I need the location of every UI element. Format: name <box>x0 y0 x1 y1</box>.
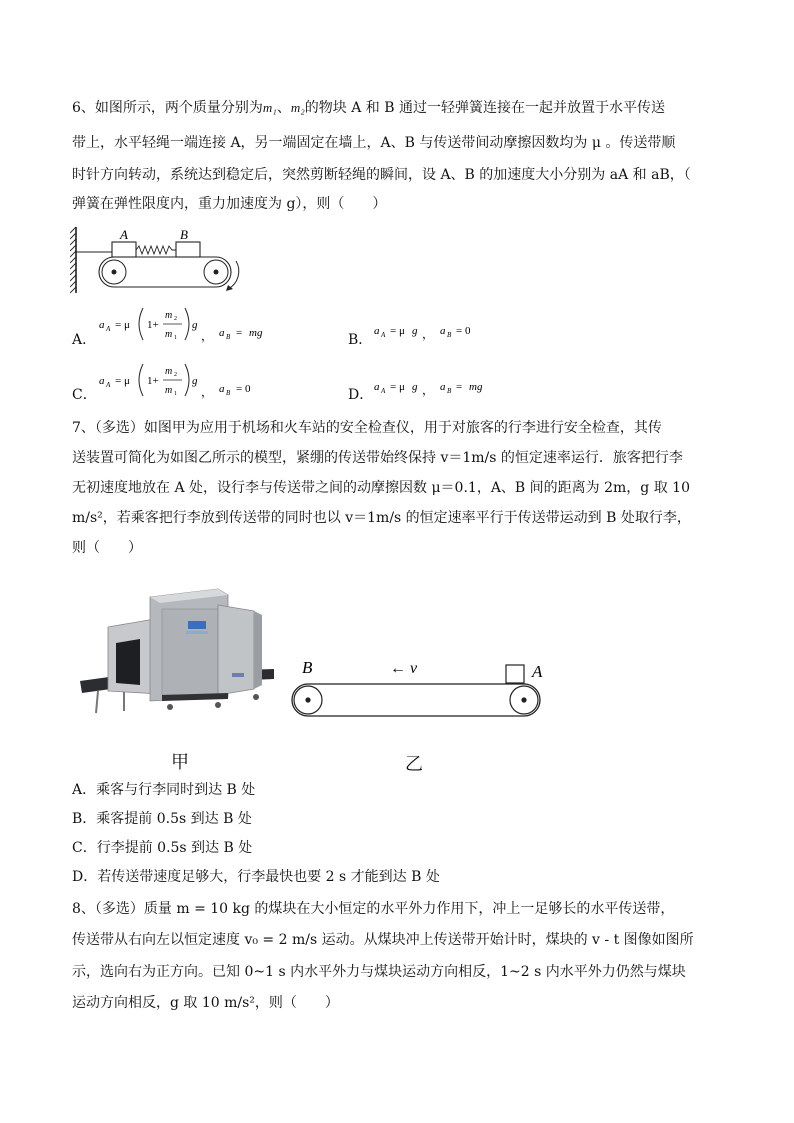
q6-line-3: 时针方向转动，系统达到稳定后，突然剪断轻绳的瞬间，设 A、B 的加速度大小分别为 aA 和 aB，（ <box>72 167 691 183</box>
q7-belt-figure <box>288 655 550 725</box>
svg-text:a: a <box>219 327 225 339</box>
q6-option-d-formula <box>372 374 502 398</box>
security-scanner-image <box>78 585 278 720</box>
svg-text:1+: 1+ <box>147 375 159 387</box>
svg-text:g: g <box>412 325 418 337</box>
svg-text:m: m <box>165 385 173 396</box>
q7-option-d: D．若传送带速度足够大，行李最快也要 2 s 才能到达 B 处 <box>72 869 440 885</box>
q6-option-a-formula <box>95 300 285 348</box>
svg-text:mg: mg <box>249 327 263 339</box>
svg-text:，: ， <box>422 327 435 341</box>
q8-line-2: 传送带从右向左以恒定速度 v₀ = 2 m/s 运动。从煤块冲上传送带开始计时，煤块的 v - t 图像如图所 <box>72 932 694 948</box>
q6-line-4: 弹簧在弹性限度内，重力加速度为 g），则（ ） <box>72 196 387 212</box>
svg-text:B: B <box>226 333 231 341</box>
label-a: A <box>120 227 128 242</box>
belt-label-b: B <box>302 658 313 677</box>
caption-jia: 甲 <box>171 752 189 773</box>
svg-text:a: a <box>219 383 225 395</box>
svg-text:A: A <box>381 331 386 339</box>
q8-line-1: 8、（多选）质量 m = 10 kg 的煤块在大小恒定的水平外力作用下，冲上一足够长的水平传送带， <box>72 901 675 917</box>
svg-text:= 0: = 0 <box>456 325 471 337</box>
svg-text:m: m <box>165 310 173 321</box>
svg-text:a: a <box>374 381 380 393</box>
q7-option-b: B．乘客提前 0.5s 到达 B 处 <box>72 811 252 827</box>
svg-text:a: a <box>374 325 380 337</box>
svg-text:= 0: = 0 <box>236 383 251 395</box>
q7-option-a: A．乘客与行李同时到达 B 处 <box>72 782 256 798</box>
q6-line-2: 带上，水平轻绳一端连接 A，另一端固定在墙上，A、B 与传送带间动摩擦因数均为 μ 。传送带顺 <box>72 135 676 151</box>
svg-text:，: ， <box>422 383 435 397</box>
svg-text:，: ， <box>201 385 214 399</box>
svg-text:1: 1 <box>174 335 177 341</box>
svg-text:a: a <box>99 375 105 387</box>
q7-line-1: 7、（多选）如图甲为应用于机场和火车站的安全检查仪，用于对旅客的行李进行安全检查，其传 <box>72 420 662 436</box>
svg-text:g: g <box>192 319 198 331</box>
q7-option-c: C．行李提前 0.5s 到达 B 处 <box>72 840 253 856</box>
svg-text:B: B <box>447 331 452 339</box>
svg-text:= μ: = μ <box>115 319 130 331</box>
q6-option-b-formula <box>372 318 492 342</box>
svg-text:g: g <box>192 375 198 387</box>
luggage-block <box>506 665 524 683</box>
q6-option-c: C． <box>72 387 97 403</box>
svg-text:g: g <box>412 381 418 393</box>
svg-text:A: A <box>106 325 111 333</box>
svg-text:a: a <box>99 319 105 331</box>
svg-text:a: a <box>440 381 446 393</box>
svg-text:m: m <box>165 329 173 340</box>
q7-line-2: 送装置可简化为如图乙所示的模型，紧绷的传送带始终保持 v＝1m/s 的恒定速率运行．旅客把行李 <box>72 450 683 466</box>
svg-text:= μ: = μ <box>115 375 130 387</box>
svg-text:m: m <box>165 366 173 377</box>
q7-line-4: m/s²，若乘客把行李放到传送带的同时也以 v＝1m/s 的恒定速率平行于传送带运动到 B 处取行李， <box>72 510 691 526</box>
svg-text:a: a <box>440 325 446 337</box>
svg-text:1+: 1+ <box>147 319 159 331</box>
svg-text:，: ， <box>201 329 214 343</box>
q8-line-3: 示，选向右为正方向。已知 0~1 s 内水平外力与煤块运动方向相反，1~2 s 内水平外力仍然与煤块 <box>72 964 686 980</box>
svg-text:A: A <box>106 381 111 389</box>
svg-text:2: 2 <box>174 372 177 378</box>
q6-line-1: 6、如图所示，两个质量分别为m₁、m₂的物块 A 和 B 通过一轻弹簧连接在一起并放置于水平传送 <box>72 100 665 116</box>
q6-conveyor-figure <box>70 225 250 295</box>
velocity-label: ← v <box>390 660 418 677</box>
block-b <box>176 242 200 257</box>
block-a <box>112 242 136 257</box>
svg-text:=: = <box>456 381 463 393</box>
q6-option-c-formula <box>95 356 285 404</box>
label-b: B <box>180 227 188 242</box>
svg-text:mg: mg <box>469 381 483 393</box>
q6-option-b: B． <box>348 332 373 348</box>
belt-label-a: A <box>532 662 543 681</box>
spring <box>136 246 176 254</box>
svg-text:B: B <box>447 387 452 395</box>
svg-text:= μ: = μ <box>390 325 405 337</box>
q7-line-5: 则（ ） <box>72 540 142 556</box>
svg-text:2: 2 <box>174 316 177 322</box>
q8-line-4: 运动方向相反，g 取 10 m/s²，则（ ） <box>72 995 339 1011</box>
caption-yi: 乙 <box>405 754 423 775</box>
svg-text:= μ: = μ <box>390 381 405 393</box>
svg-text:B: B <box>226 389 231 397</box>
svg-text:=: = <box>236 327 243 339</box>
q6-option-a: A． <box>72 332 97 348</box>
svg-text:A: A <box>381 387 386 395</box>
svg-text:1: 1 <box>174 391 177 397</box>
q6-option-d: D． <box>348 387 374 403</box>
q7-line-3: 无初速度地放在 A 处，设行李与传送带之间的动摩擦因数 μ＝0.1，A、B 间的距离为 2m，g 取 10 <box>72 480 690 496</box>
